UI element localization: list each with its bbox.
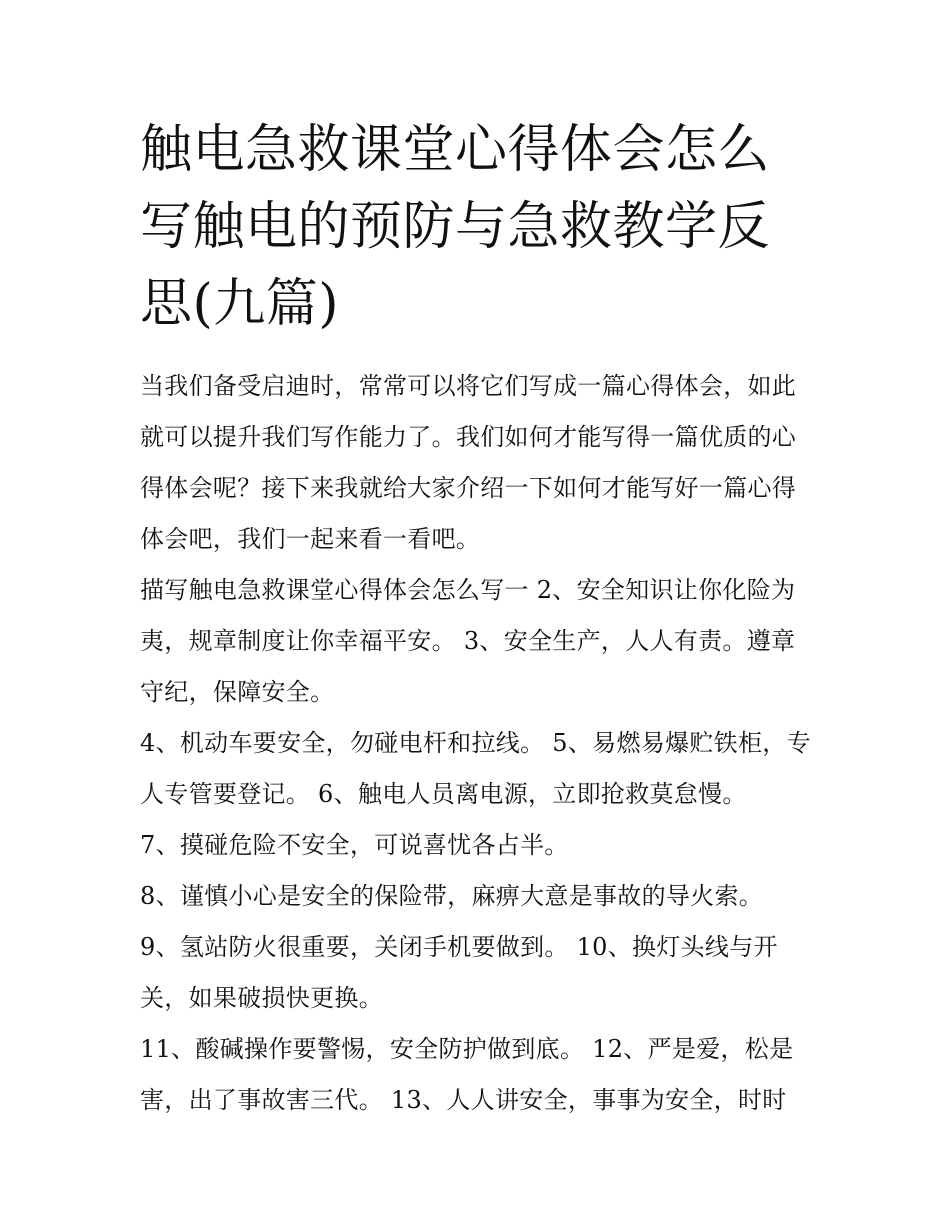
paragraph-4: 8、谨慎小心是安全的保险带，麻痹大意是事故的导火索。 [140,882,764,910]
paragraph-2: 4、机动车要安全，勿碰电杆和拉线。 5、易燃易爆贮铁柜，专人专管要登记。 6、触电人员离电源，立即抢救莫怠慢。 [140,729,811,808]
paragraph-1: 描写触电急救课堂心得体会怎么写一 2、安全知识让你化险为夷，规章制度让你幸福平安。 3、安全生产，人人有责。遵章守纪，保障安全。 [140,576,796,706]
document-page [140,112,815,1126]
paragraph-6: 11、酸碱操作要警惕，安全防护做到底。 12、严是爱，松是害，出了事故害三代。 13、人人讲安全，事事为安全，时时 [140,1035,794,1114]
paragraph-5: 9、氢站防火很重要，关闭手机要做到。 10、换灯头线与开关，如果破损快更换。 [140,933,778,1012]
document-title: 触电急救课堂心得体会怎么写触电的预防与急救教学反思(九篇) [140,120,771,334]
paragraph-3: 7、摸碰危险不安全，可说喜忧各占半。 [140,831,569,859]
paragraph-intro: 当我们备受启迪时，常常可以将它们写成一篇心得体会，如此就可以提升我们写作能力了。我们如何才能写得一篇优质的心得体会呢？接下来我就给大家介绍一下如何才能写好一篇心得体会吧，我们一起来看一看吧。 [140,372,797,553]
